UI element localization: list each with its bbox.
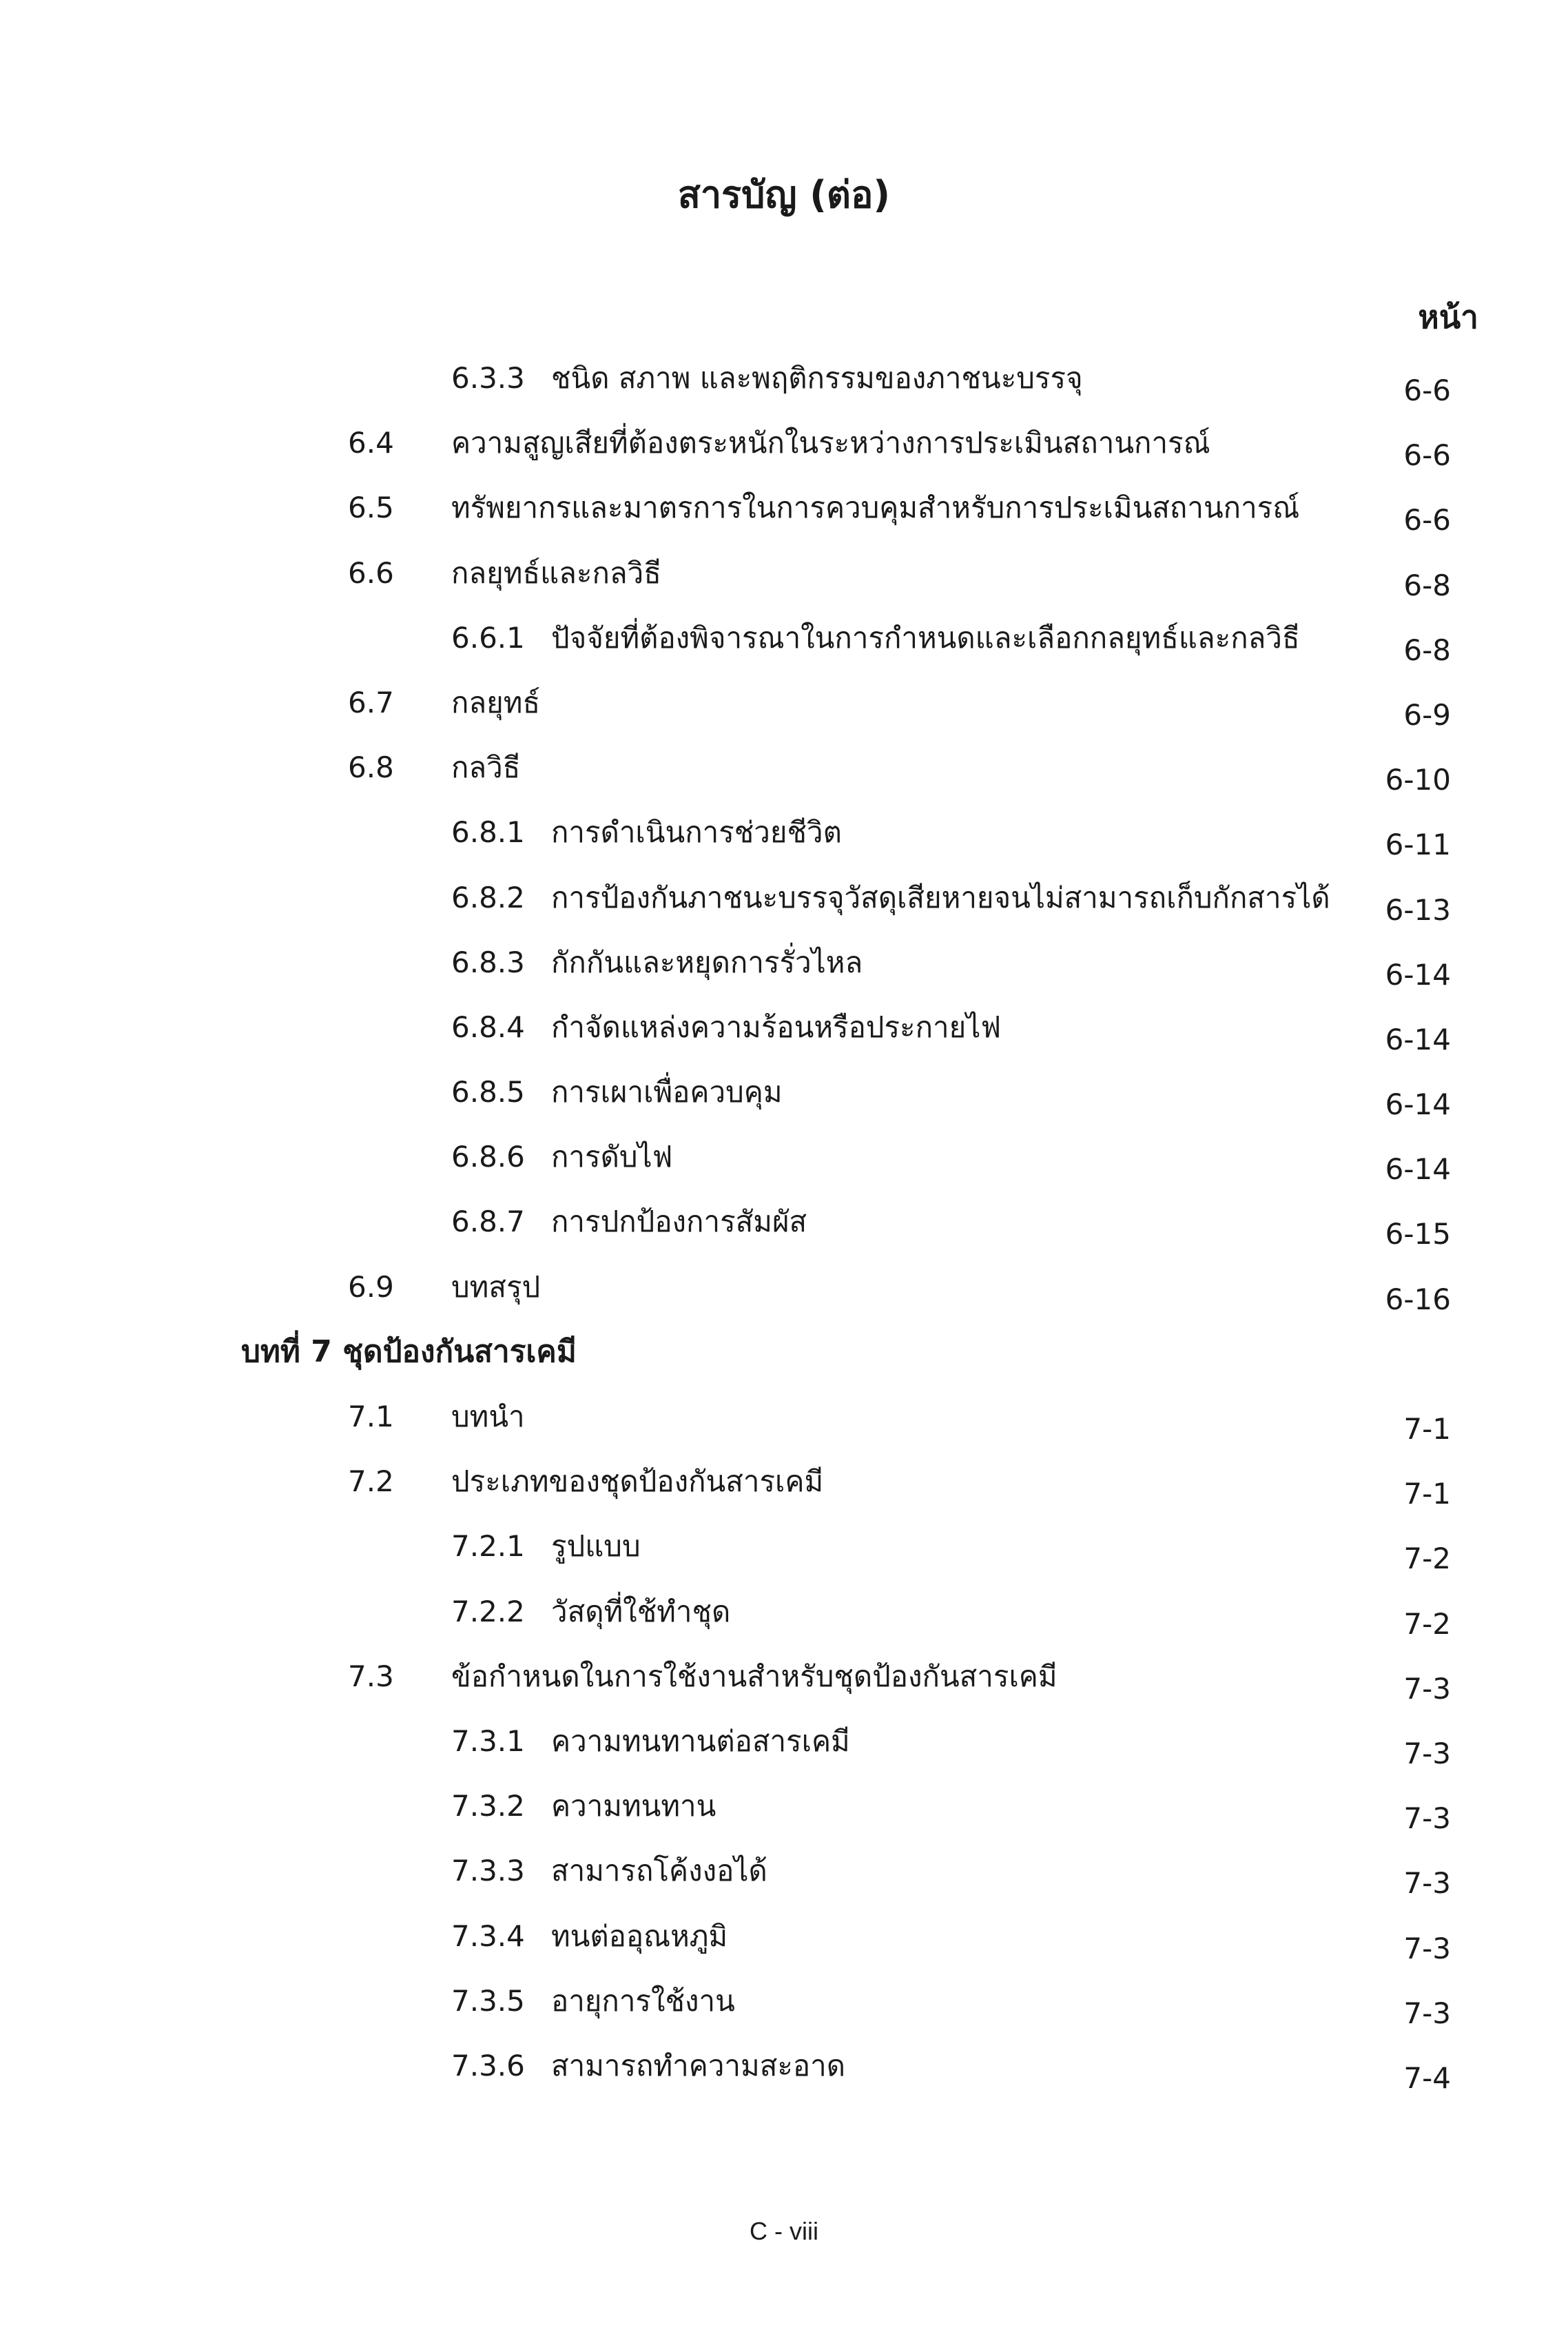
toc-entry-label: ปัจจัยที่ต้องพิจารณาในการกำหนดและเลือกกลยุทธ์และกลวิธี [551, 620, 1300, 655]
toc-entry-label: ชนิด สภาพ และพฤติกรรมของภาชนะบรรจุ [551, 361, 1083, 395]
toc-entry-label: วัสดุที่ใช้ทำชุด [551, 1594, 731, 1628]
toc-entry-page: 6-8 [1403, 633, 1451, 667]
toc-entry [0, 1841, 1568, 1905]
toc-entry [0, 1062, 1568, 1127]
toc-entry-page: 6-13 [1385, 892, 1451, 927]
toc-entry-label: ทนต่ออุณหภูมิ [551, 1919, 728, 1953]
toc-entry-number: 6.8.2 [451, 880, 525, 914]
toc-entry [0, 868, 1568, 932]
toc-entry-label: กลยุทธ์และกลวิธี [451, 555, 661, 590]
toc-entry-number: 7.3 [348, 1659, 394, 1693]
toc-entry-page: 7-3 [1403, 1931, 1451, 1965]
toc-entry-label: ทรัพยากรและมาตรการในการควบคุมสำหรับการประเมินสถานการณ์ [451, 491, 1300, 525]
toc-entry-page: 7-1 [1403, 1477, 1451, 1511]
toc-entry-number: 6.8.1 [451, 815, 525, 850]
toc-entry-label: การป้องกันภาชนะบรรจุวัสดุเสียหายจนไม่สามารถเก็บกักสารได้ [551, 880, 1330, 914]
toc-entry [0, 543, 1568, 608]
toc-entry [0, 802, 1568, 867]
toc-entry-number: 7.2.2 [451, 1594, 525, 1628]
toc-entry [0, 673, 1568, 737]
toc-entry-number: 7.1 [348, 1400, 394, 1433]
toc-entry [0, 348, 1568, 413]
toc-entry-number: 6.8.5 [451, 1075, 525, 1109]
toc-entry-page: 6-6 [1403, 438, 1451, 473]
toc-entry-label: กักกันและหยุดการรั่วไหล [551, 945, 863, 979]
toc-entry-page: 6-14 [1385, 957, 1451, 992]
toc-entry-page: 6-11 [1385, 828, 1451, 862]
toc-entry-number: 6.3.3 [451, 361, 525, 395]
toc-entry-page: 7-2 [1403, 1542, 1451, 1576]
toc-entry-page: 7-3 [1403, 1671, 1451, 1706]
toc-entry [0, 932, 1568, 997]
toc-entry-label: สามารถทำความสะอาด [551, 2048, 845, 2083]
toc-entry-number: 6.4 [348, 426, 394, 460]
toc-entry [0, 2036, 1568, 2100]
page-column-header: หน้า [1418, 298, 1478, 336]
toc-entry-label: การเผาเพื่อควบคุม [551, 1075, 783, 1109]
toc-entry-number: 6.8.7 [451, 1205, 525, 1239]
toc-entry-number: 6.5 [348, 491, 394, 525]
chapter-title: บทที่ 7 ชุดป้องกันสารเคมี [241, 1333, 577, 1369]
toc-entry-page: 6-14 [1385, 1152, 1451, 1187]
toc-entry-label: สามารถโค้งงอได้ [551, 1854, 767, 1888]
toc-entry-number: 7.3.3 [451, 1854, 525, 1888]
toc-entry-page: 6-16 [1385, 1282, 1451, 1316]
toc-entry [0, 1971, 1568, 2036]
page-title: สารบัญ (ต่อ) [677, 173, 891, 216]
toc-entry-label: ความทนทานต่อสารเคมี [551, 1724, 850, 1758]
toc-entry [0, 1451, 1568, 1516]
toc-entry-page: 7-3 [1403, 1736, 1451, 1770]
toc-entry [0, 413, 1568, 478]
toc-entry [0, 1516, 1568, 1581]
toc-entry-label: การดำเนินการช่วยชีวิต [551, 815, 842, 850]
toc-entry-label: รูปแบบ [551, 1529, 641, 1564]
toc-entry-label: ความสูญเสียที่ต้องตระหนักในระหว่างการประเมินสถานการณ์ [451, 426, 1210, 460]
toc-entry [0, 1127, 1568, 1191]
toc-entry-number: 7.3.4 [451, 1919, 525, 1953]
toc-entry [0, 737, 1568, 802]
toc-entry [0, 1582, 1568, 1646]
toc-entry-number: 6.8.3 [451, 945, 525, 979]
toc-entry-label: อายุการใช้งาน [551, 1983, 735, 2018]
toc-entry [0, 608, 1568, 673]
toc-entry-page: 6-15 [1385, 1217, 1451, 1251]
toc-entry-label: ข้อกำหนดในการใช้งานสำหรับชุดป้องกันสารเคมี [451, 1659, 1058, 1693]
toc-entry-label: ประเภทของชุดป้องกันสารเคมี [451, 1464, 824, 1499]
toc-entry-page: 7-3 [1403, 1866, 1451, 1901]
toc-entry-number: 6.7 [348, 685, 394, 719]
toc-entry-label: ความทนทาน [551, 1789, 716, 1823]
toc-entry-number: 6.8.4 [451, 1010, 525, 1044]
toc-entry-number: 7.3.5 [451, 1983, 525, 2018]
page-footer-number: C - viii [750, 2217, 818, 2245]
toc-entry-number: 6.8 [348, 750, 394, 785]
toc-entry-page: 6-10 [1385, 763, 1451, 797]
toc-entry-page: 6-8 [1403, 568, 1451, 602]
toc-entry [0, 1646, 1568, 1711]
toc-entry-label: กลยุทธ์ [451, 685, 541, 719]
toc-entry-number: 6.9 [348, 1269, 394, 1304]
toc-entry-label: บทสรุป [451, 1269, 541, 1304]
toc-entry-number: 7.3.1 [451, 1724, 525, 1758]
toc-entry-page: 6-14 [1385, 1022, 1451, 1056]
toc-entry-page: 7-2 [1403, 1606, 1451, 1641]
toc-entry-label: บทนำ [451, 1400, 525, 1433]
toc-entry-page: 7-4 [1403, 2060, 1451, 2095]
toc-entry-page: 7-1 [1403, 1412, 1451, 1446]
toc-entry [0, 478, 1568, 542]
toc-entry [0, 1257, 1568, 1322]
toc-entry-page: 6-14 [1385, 1087, 1451, 1122]
toc-entry-page: 6-6 [1403, 374, 1451, 407]
toc-chapter-heading [0, 1322, 1568, 1387]
toc-entry [0, 1191, 1568, 1256]
table-of-contents [0, 348, 1568, 2100]
toc-entry-page: 7-3 [1403, 1801, 1451, 1836]
toc-entry-label: การปกป้องการสัมผัส [551, 1205, 807, 1239]
toc-entry-number: 7.2 [348, 1464, 394, 1499]
toc-entry-number: 7.3.2 [451, 1789, 525, 1823]
toc-entry-label: การดับไฟ [551, 1140, 673, 1174]
toc-entry [0, 1906, 1568, 1971]
toc-entry [0, 997, 1568, 1062]
toc-entry-page: 7-3 [1403, 1996, 1451, 2030]
toc-entry-number: 6.6 [348, 555, 394, 590]
toc-entry-page: 6-6 [1403, 503, 1451, 538]
toc-entry-label: กำจัดแหล่งความร้อนหรือประกายไฟ [551, 1010, 1002, 1044]
toc-entry [0, 1711, 1568, 1776]
toc-entry-number: 7.3.6 [451, 2048, 525, 2083]
toc-entry [0, 1387, 1568, 1451]
toc-entry-number: 6.6.1 [451, 620, 525, 655]
toc-entry-label: กลวิธี [451, 750, 521, 785]
toc-entry-page: 6-9 [1403, 697, 1451, 732]
toc-entry [0, 1776, 1568, 1841]
toc-entry-number: 6.8.6 [451, 1140, 525, 1174]
toc-entry-number: 7.2.1 [451, 1529, 525, 1564]
